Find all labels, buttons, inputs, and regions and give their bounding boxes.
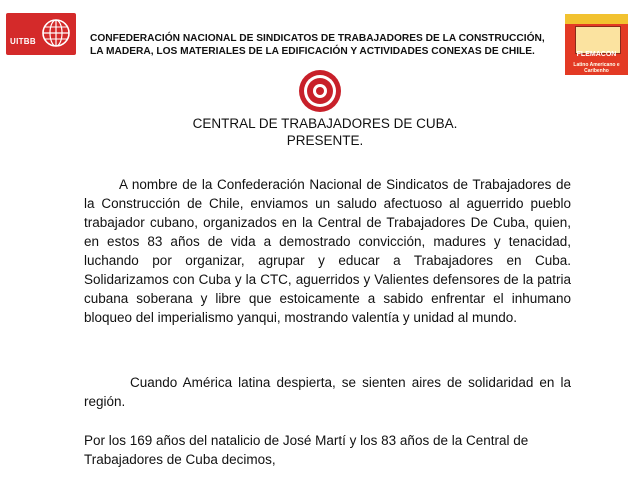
organization-name: CONFEDERACIÓN NACIONAL DE SINDICATOS DE TRABAJADORES DE LA CONSTRUCCIÓN, LA MADERA, LOS MATERIALES DE LA EDIFICACIÓN Y ACTIVIDADES CONEXAS DE CHILE. [90,33,545,57]
body-paragraph-3: Por los 169 años del natalicio de José Martí y los 83 años de la Central de Trabajadores de Cuba decimos, [84,433,529,467]
union-seal-icon [298,69,342,113]
body-paragraph-2: Cuando América latina despierta, se sienten aires de solidaridad en la región. [84,375,571,409]
flemacon-logo-emblem [575,26,621,54]
flemacon-logo-stripe [565,14,628,24]
flemacon-logo-text: FLEMACON [576,51,617,58]
uitbb-logo-text: UITBB [10,37,36,46]
flemacon-logo [565,14,628,75]
flemacon-logo-subtitle: Latino Americano e Caribenho [573,62,620,74]
body-paragraph-1: A nombre de la Confederación Nacional de Sindicatos de Trabajadores de la Construcción de Chile, enviamos un saludo afectuoso al aguerrido pueblo trabajador cubano, organizados en la Central de Trabajadores De Cuba, quien, en estos 83 años de vida a demostrado convicción, madures y tenacidad, luchando por organizar, agrupar y educar a Trabajadores en Cuba. Solidarizamos con Cuba y la CTC, aguerridos y Valientes defensores de la patria cubana soberana y libre que estoicamente a sabido enfrentar el inhumano bloqueo del imperialismo yanqui, mostrando valentía y unidad al mundo. [84,177,571,325]
addressee-line-1: CENTRAL DE TRABAJADORES DE CUBA. [192,116,458,131]
addressee [140,115,510,149]
uitbb-logo [6,13,76,55]
addressee-line-2: PRESENTE. [286,133,364,148]
globe-icon [41,18,71,48]
